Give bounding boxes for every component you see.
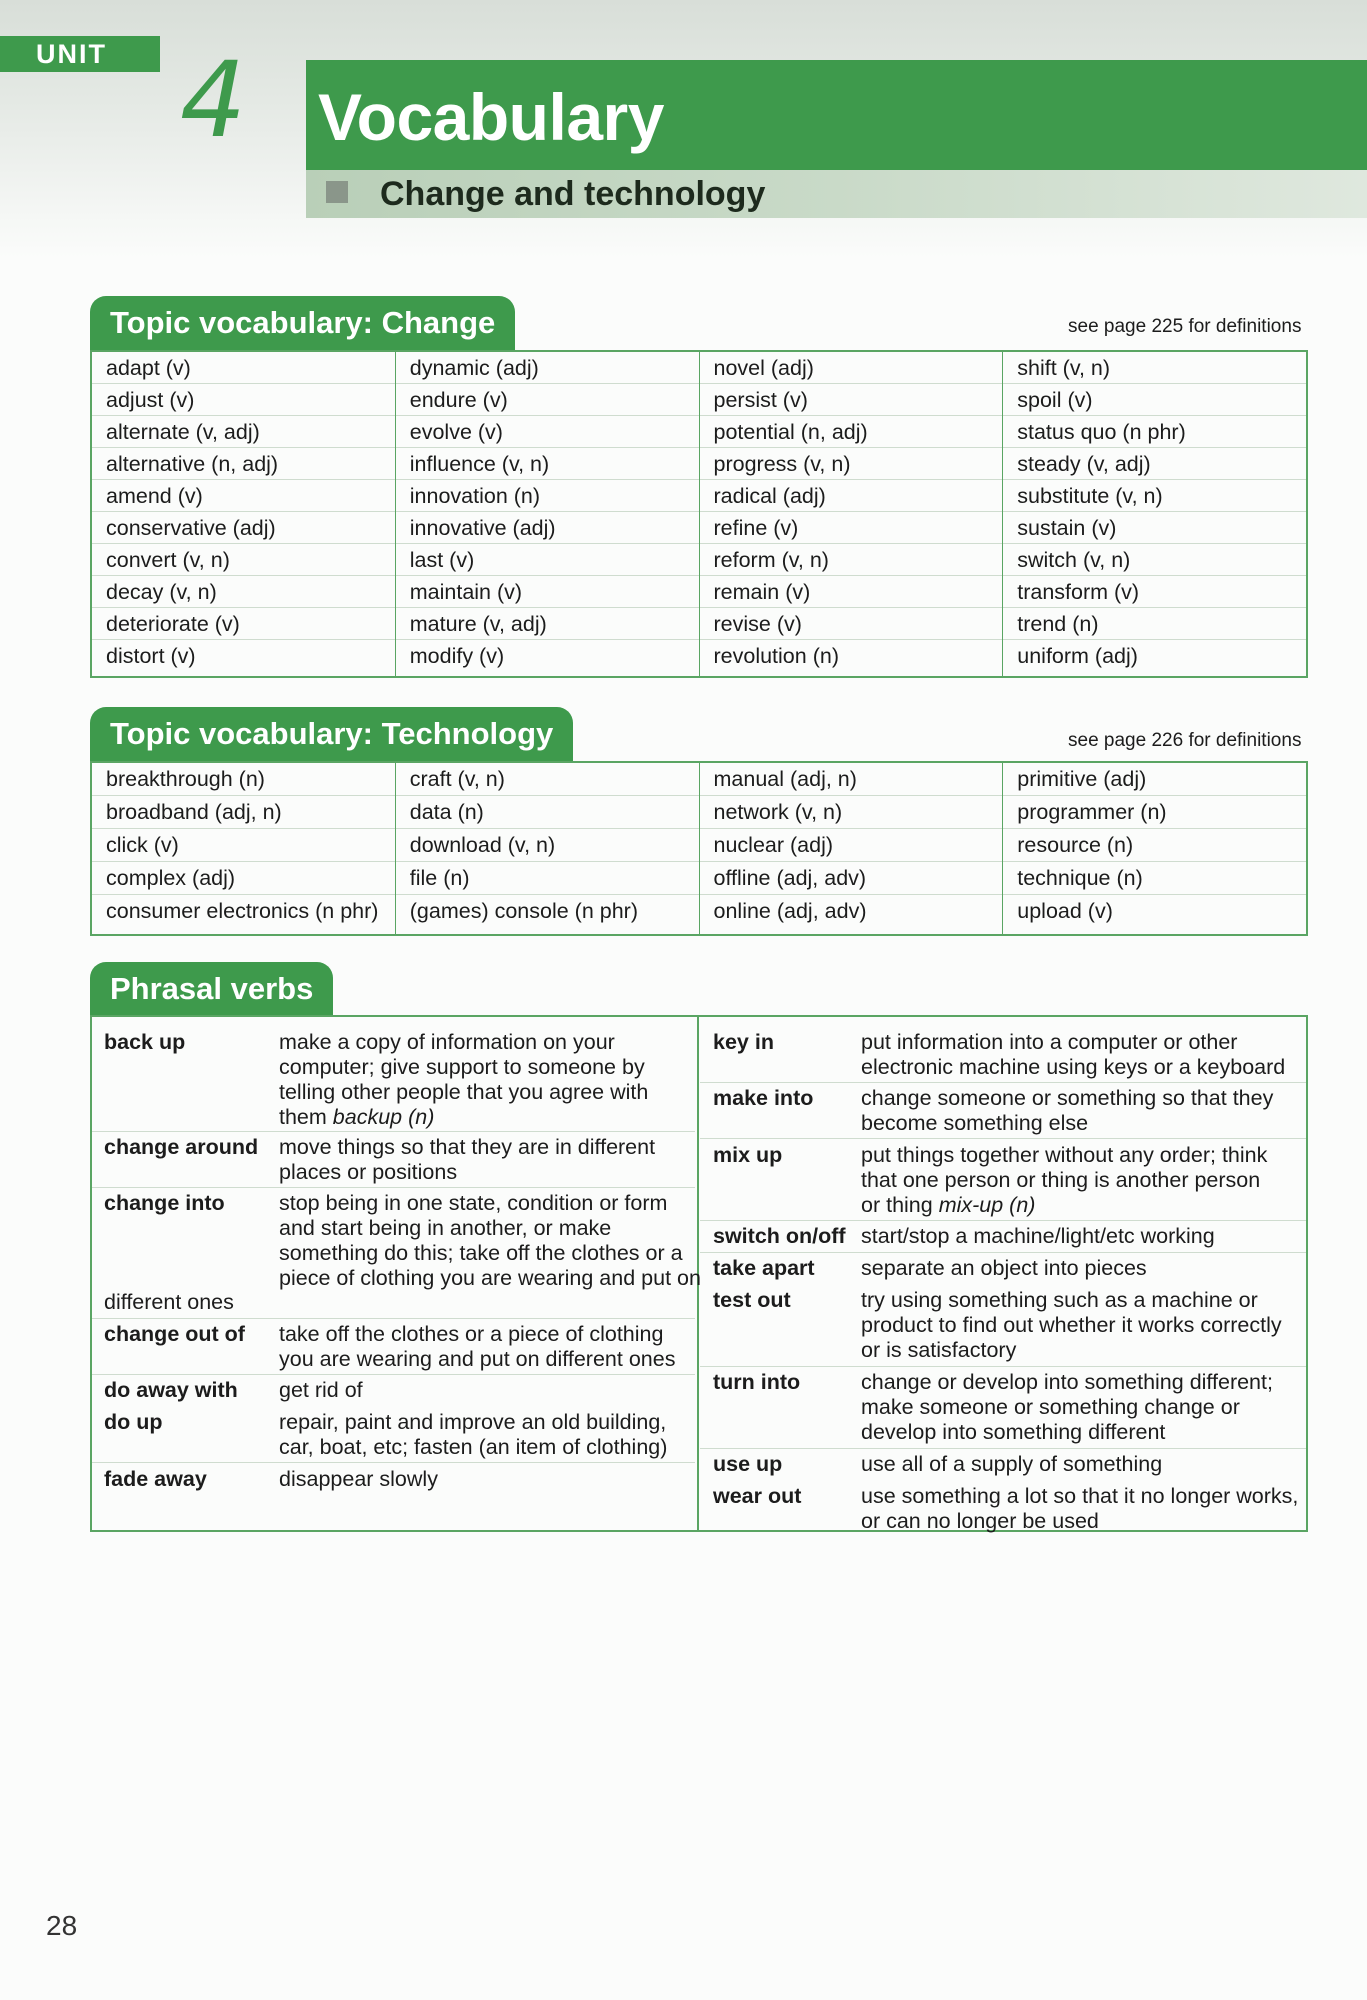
row-separator — [92, 1374, 695, 1375]
definition-line: that one person or thing is another person — [861, 1168, 1261, 1192]
vocab-item: breakthrough (n) — [92, 763, 395, 796]
phrasal-verb-term: wear out — [713, 1484, 802, 1508]
phrasal-verb-term: back up — [104, 1030, 186, 1054]
change-column — [395, 352, 699, 676]
vocab-item: adapt (v) — [92, 352, 395, 384]
technology-heading: Topic vocabulary: Technology — [90, 707, 573, 761]
phrasal-verb-definition — [861, 1370, 1273, 1445]
vocab-item: reform (v, n) — [700, 544, 1003, 576]
technology-see-page: see page 226 for definitions — [1068, 730, 1302, 751]
phrasal-verb-definition — [861, 1452, 1162, 1477]
definition-line: make a copy of information on your — [279, 1030, 615, 1054]
vocab-item: adjust (v) — [92, 384, 395, 416]
definition-line: try using something such as a machine or — [861, 1288, 1258, 1312]
row-separator — [700, 1138, 1306, 1139]
phrasal-verb-term: change into — [104, 1191, 225, 1215]
definition-line: piece of clothing you are wearing and put on — [279, 1266, 701, 1290]
vocab-item: deteriorate (v) — [92, 608, 395, 640]
phrasal-verb-definition — [279, 1322, 675, 1372]
row-separator — [700, 1448, 1306, 1449]
phrasal-verb-term: change around — [104, 1135, 259, 1159]
vocab-item: online (adj, adv) — [713, 899, 867, 923]
phrasal-verb-term: change out of — [104, 1322, 245, 1346]
definition-line: disappear slowly — [279, 1467, 438, 1491]
vocab-item: craft (v, n) — [396, 763, 699, 796]
vocab-item: resource (n) — [1003, 829, 1306, 862]
technology-column — [699, 763, 1003, 934]
vocab-item: transform (v) — [1003, 576, 1306, 608]
vocab-item: substitute (v, n) — [1003, 480, 1306, 512]
vocab-item: innovative (adj) — [396, 512, 699, 544]
row-separator — [92, 1318, 695, 1319]
vocab-item: revise (v) — [700, 608, 1003, 640]
vocab-item: innovation (n) — [396, 480, 699, 512]
page-title: Vocabulary — [318, 80, 664, 154]
vocab-item: modify (v) — [409, 644, 505, 668]
definition-line: move things so that they are in different — [279, 1135, 656, 1159]
phrasal-verb-term: do away with — [104, 1378, 238, 1402]
phrasal-verb-definition — [861, 1086, 1273, 1136]
vocab-item: technique (n) — [1003, 862, 1306, 895]
vocab-item: trend (n) — [1003, 608, 1306, 640]
phrasal-verb-term: fade away — [104, 1467, 207, 1491]
change-see-page: see page 225 for definitions — [1068, 316, 1302, 337]
definition-line: you are wearing and put on different ones — [279, 1347, 676, 1371]
vocab-item: evolve (v) — [396, 416, 699, 448]
derived-form: backup (n) — [332, 1105, 435, 1129]
phrasal-verb-definition — [279, 1030, 648, 1130]
vocab-item: (games) console (n phr) — [409, 899, 638, 923]
definition-line: use something a lot so that it no longer works, — [861, 1484, 1299, 1508]
phrasal-verb-term: do up — [104, 1410, 163, 1434]
definition-text: them — [279, 1105, 333, 1129]
vocab-item: steady (v, adj) — [1003, 448, 1306, 480]
phrasal-verb-definition — [279, 1135, 655, 1185]
vocab-item: shift (v, n) — [1003, 352, 1306, 384]
technology-column — [395, 763, 699, 934]
vocab-item: nuclear (adj) — [700, 829, 1003, 862]
vocab-item: influence (v, n) — [396, 448, 699, 480]
definition-line: and start being in another, or make — [279, 1216, 612, 1240]
change-vocab-table — [90, 350, 1308, 678]
phrasal-verb-term: make into — [713, 1086, 814, 1110]
technology-column — [1002, 763, 1306, 934]
vocab-item: sustain (v) — [1003, 512, 1306, 544]
vocab-item: progress (v, n) — [700, 448, 1003, 480]
vocab-item: manual (adj, n) — [700, 763, 1003, 796]
vocab-item: spoil (v) — [1003, 384, 1306, 416]
phrasal-verb-definition — [279, 1191, 701, 1291]
definition-line: repair, paint and improve an old building, — [279, 1410, 667, 1434]
definition-line: change or develop into something different; — [861, 1370, 1273, 1394]
definition-line: or can no longer be used — [861, 1509, 1099, 1533]
phrasal-verb-definition — [279, 1467, 438, 1492]
technology-vocab-table — [90, 761, 1308, 936]
vocab-item: convert (v, n) — [92, 544, 395, 576]
vocab-item: novel (adj) — [700, 352, 1003, 384]
phrasal-verb-definition — [861, 1256, 1147, 1281]
vocab-item: dynamic (adj) — [396, 352, 699, 384]
definition-line: become something else — [861, 1111, 1089, 1135]
vocab-item: amend (v) — [92, 480, 395, 512]
derived-form: mix-up (n) — [938, 1193, 1036, 1217]
vocab-item: file (n) — [396, 862, 699, 895]
vocab-item: download (v, n) — [396, 829, 699, 862]
page-number: 28 — [46, 1910, 78, 1941]
phrasal-verb-term: turn into — [713, 1370, 801, 1394]
phrasal-verb-term: key in — [713, 1030, 774, 1054]
phrasal-verb-definition — [279, 1378, 363, 1403]
vocab-item: offline (adj, adv) — [700, 862, 1003, 895]
phrasal-verb-definition — [861, 1484, 1298, 1534]
unit-number: 4 — [180, 39, 247, 161]
vocab-item: uniform (adj) — [1017, 644, 1138, 668]
vocab-item: network (v, n) — [700, 796, 1003, 829]
vocab-item: decay (v, n) — [92, 576, 395, 608]
definition-continuation: different ones — [104, 1290, 234, 1314]
definition-line: electronic machine using keys or a keyboard — [861, 1055, 1286, 1079]
change-column — [92, 352, 395, 676]
vocab-item: complex (adj) — [92, 862, 395, 895]
technology-column — [92, 763, 395, 934]
vocab-item: potential (n, adj) — [700, 416, 1003, 448]
row-separator — [700, 1366, 1306, 1367]
vocab-item: programmer (n) — [1003, 796, 1306, 829]
definition-line — [861, 1193, 1267, 1218]
vocab-item: distort (v) — [106, 644, 196, 668]
definition-line: change someone or something so that they — [861, 1086, 1274, 1110]
vocab-item: last (v) — [396, 544, 699, 576]
vocab-item: click (v) — [92, 829, 395, 862]
vocab-item: revolution (n) — [713, 644, 839, 668]
definition-line: put things together without any order; think — [861, 1143, 1268, 1167]
row-separator — [700, 1252, 1306, 1253]
phrasal-verb-term: use up — [713, 1452, 783, 1476]
definition-line: computer; give support to someone by — [279, 1055, 645, 1079]
vocab-item: maintain (v) — [396, 576, 699, 608]
definition-line: put information into a computer or other — [861, 1030, 1238, 1054]
definition-line — [279, 1105, 648, 1130]
vocab-item: status quo (n phr) — [1003, 416, 1306, 448]
vocab-item: broadband (adj, n) — [92, 796, 395, 829]
row-separator — [92, 1187, 695, 1188]
phrasal-verb-term: mix up — [713, 1143, 783, 1167]
definition-line: something do this; take off the clothes or a — [279, 1241, 683, 1265]
row-separator — [700, 1220, 1306, 1221]
vocab-item: mature (v, adj) — [396, 608, 699, 640]
page-subtitle: Change and technology — [380, 175, 766, 213]
definition-line: places or positions — [279, 1160, 458, 1184]
definition-line: make someone or something change or — [861, 1395, 1240, 1419]
unit-label: UNIT — [0, 36, 160, 72]
vocab-item: switch (v, n) — [1003, 544, 1306, 576]
definition-line: product to find out whether it works correctly — [861, 1313, 1282, 1337]
vocab-item: radical (adj) — [700, 480, 1003, 512]
definition-line: or is satisfactory — [861, 1338, 1017, 1362]
phrasal-verb-definition — [861, 1143, 1267, 1218]
definition-line: separate an object into pieces — [861, 1256, 1147, 1280]
row-separator — [92, 1462, 695, 1463]
definition-line: start/stop a machine/light/etc working — [861, 1224, 1215, 1248]
definition-line: get rid of — [279, 1378, 363, 1402]
vocab-item: remain (v) — [700, 576, 1003, 608]
definition-line: stop being in one state, condition or form — [279, 1191, 668, 1215]
square-bullet-icon — [326, 181, 348, 203]
vocab-item: alternate (v, adj) — [92, 416, 395, 448]
vocab-item: data (n) — [396, 796, 699, 829]
change-column — [1002, 352, 1306, 676]
vocab-item: persist (v) — [700, 384, 1003, 416]
vocab-item: conservative (adj) — [92, 512, 395, 544]
phrasal-verb-term: test out — [713, 1288, 791, 1312]
phrasal-verbs-heading: Phrasal verbs — [90, 962, 333, 1016]
phrasal-verb-definition — [861, 1288, 1282, 1363]
definition-text: or thing — [861, 1193, 939, 1217]
definition-line: use all of a supply of something — [861, 1452, 1163, 1476]
vocab-item: refine (v) — [700, 512, 1003, 544]
phrasal-verb-term: take apart — [713, 1256, 815, 1280]
definition-line: take off the clothes or a piece of clothing — [279, 1322, 664, 1346]
change-column — [699, 352, 1003, 676]
vocab-item: upload (v) — [1017, 899, 1113, 923]
phrasal-verb-definition — [861, 1224, 1215, 1249]
definition-line: telling other people that you agree with — [279, 1080, 649, 1104]
vocab-item: endure (v) — [396, 384, 699, 416]
vocab-item: primitive (adj) — [1003, 763, 1306, 796]
row-separator — [92, 1131, 695, 1132]
vocab-item: consumer electronics (n phr) — [106, 899, 379, 923]
phrasal-verb-term: switch on/off — [713, 1224, 846, 1248]
change-heading: Topic vocabulary: Change — [90, 296, 515, 350]
vocab-item: alternative (n, adj) — [92, 448, 395, 480]
phrasal-verb-definition — [861, 1030, 1285, 1080]
definition-line: develop into something different — [861, 1420, 1166, 1444]
definition-line: car, boat, etc; fasten (an item of clothing) — [279, 1435, 668, 1459]
row-separator — [700, 1082, 1306, 1083]
phrasal-verb-definition — [279, 1410, 667, 1460]
